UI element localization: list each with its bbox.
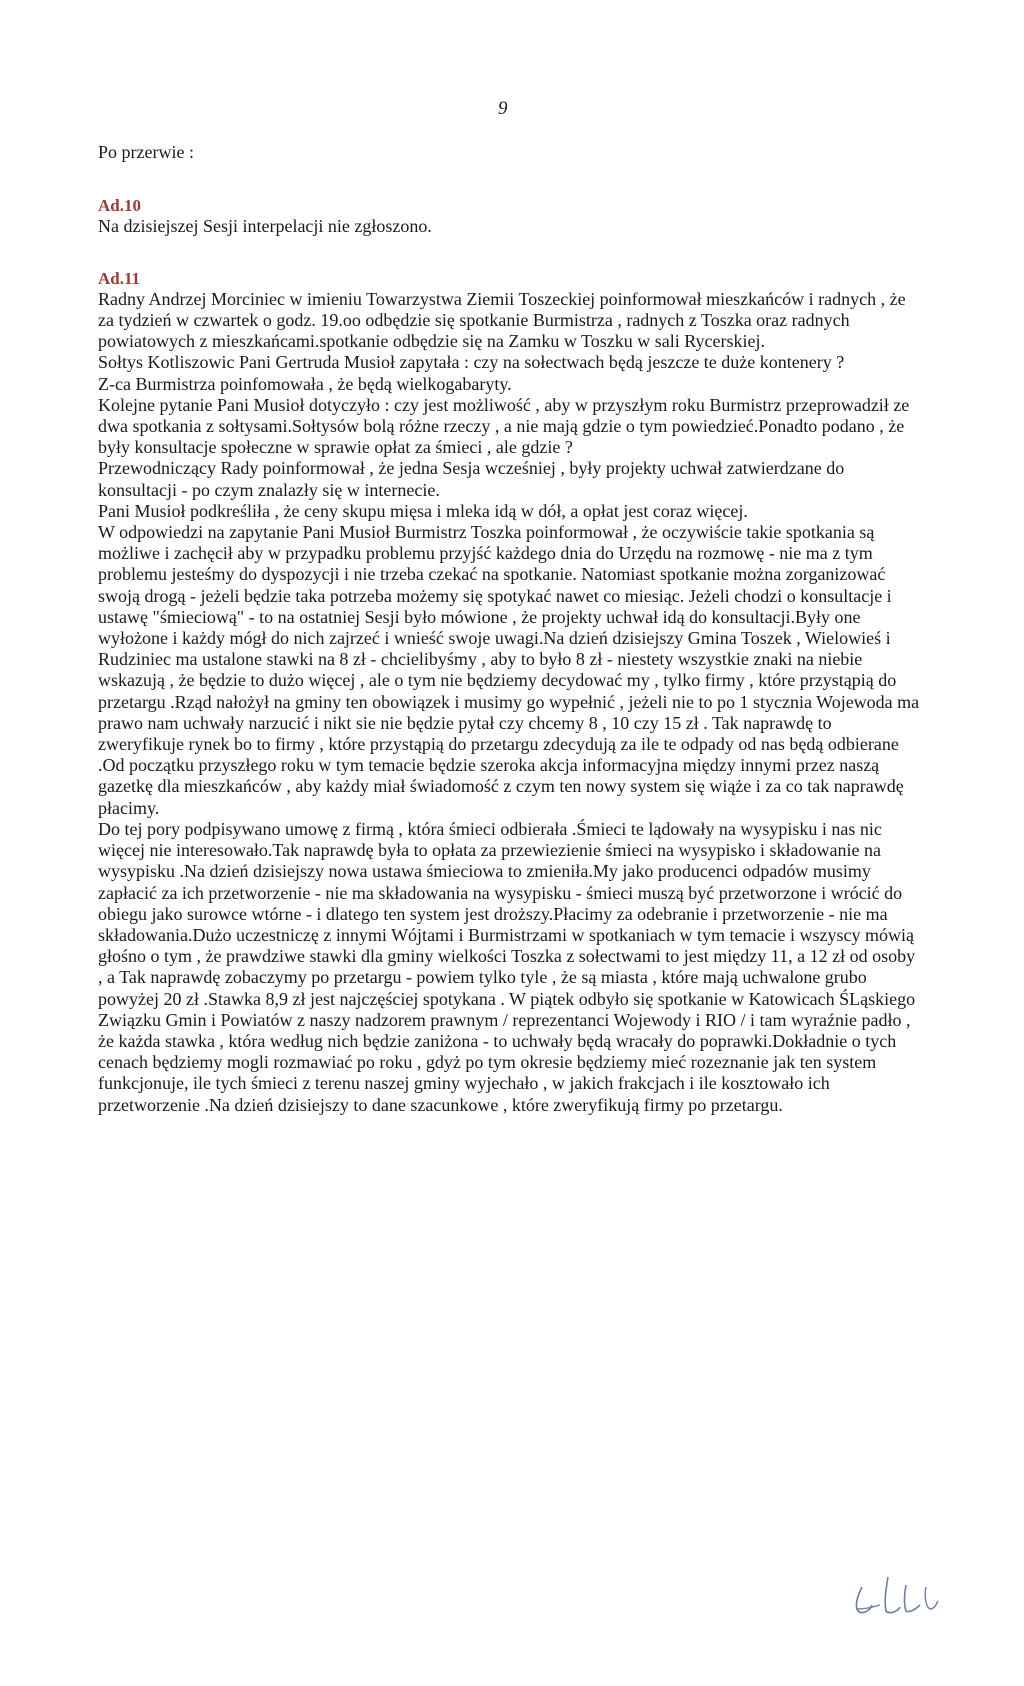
document-body xyxy=(98,142,920,1116)
paragraph-musiol-question: Sołtys Kotliszowic Pani Gertruda Musioł zapytała : czy na sołectwach będą jeszcze te duże kontenery ? xyxy=(98,352,845,373)
page-number: 9 xyxy=(498,98,508,119)
paragraph-mayor-answer: W odpowiedzi na zapytanie Pani Musioł Burmistrz Toszka poinformował , że oczywiście takie spotkania są możliwe i zachęcił aby w przypadku problemu przyjść każdego dnia do Urzędu na rozmowę - nie ma z tym problemu jesteśmy do dyspozycji i nie trzeba czekać na spotkanie. Natomiast spotkanie można zorganizować swoją drogą - jeżeli będzie taka potrzeba możemy się spotykać nawet co miesiąc. Jeżeli chodzi o konsultacje i ustawę "śmieciową" - to na ostatniej Sesji było mówione , że projekty uchwał idą do konsultacji.Były one wyłożone i każdy mógł do nich zajrzeć i wnieść swoje uwagi.Na dzień dzisiejszy Gmina Toszek , Wielowieś i Rudziniec ma ustalone stawki na 8 zł - chcielibyśmy , aby to było 8 zł - niestety wszystkie znaki na niebie wskazują , że będzie to dużo więcej , ale o tym nie będziemy decydować my , tylko firmy , które przystąpią do przetargu .Rząd nałożył na gminy ten obowiązek i musimy go wypełnić , jeżeli nie to po 1 stycznia Wojewoda ma prawo nam uchwały narzucić i nikt sie nie będzie pytał czy chcemy 8 , 10 czy 15 zł . Tak naprawdę to zweryfikuje rynek bo to firmy , które przystąpią do przetargu zdecydują za ile te odpady od nas będą odbierane .Od początku przyszłego roku w tym temacie będzie szeroka akcja informacyjna między innymi przez naszą gazetkę dla mieszkańców , aby każdy miał świadomość z czym ten nowy system się wiąże i za co tak naprawdę płacimy. xyxy=(98,522,920,818)
paragraph-chairman-answer: Przewodniczący Rady poinformował , że jedna Sesja wcześniej , były projekty uchwał zatwierdzane do konsultacji - po czym znalazły się w internecie. xyxy=(98,458,845,500)
handwritten-signature xyxy=(848,1565,948,1625)
paragraph-waste-system: Do tej pory podpisywano umowę z firmą , która śmieci odbierała .Śmieci te lądowały na wysypisku i nas nic więcej nie interesowało.Tak naprawdę była to opłata za przewiezienie śmieci na wysypisko i składowanie na wysypisku .Na dzień dzisiejszy nowa ustawa śmieciowa to zmieniła.My jako producenci odpadów musimy zapłacić za ich przetworzenie - nie ma składowania na wysypisku - śmieci muszą być przetworzone i wrócić do obiegu jako surowce wtórne - i dlatego ten system jest droższy.Płacimy za odebranie i przetworzenie - nie ma składowania.Dużo uczestniczę z innymi Wójtami i Burmistrzami w spotkaniach w tym temacie i wszyscy mówią głośno o tym , że prawdziwe stawki dla gminy wielkości Toszka z sołectwami to jest między 11, a 12 zł od osoby , a Tak naprawdę zobaczymy po przetargu - powiem tylko tyle , że są miasta , które mają uchwalone grubo powyżej 20 zł .Stawka 8,9 zł jest najczęściej spotykana . W piątek odbyło się spotkanie w Katowicach ŚLąskiego Związku Gmin i Powiatów z naszy nadzorem prawnym / reprezentanci Wojewody i RIO / i tam wyraźnie padło , że każda stawka , która według nich będzie zaniżona - to uchwały będą wracały do poprawki.Dokładnie o tych cenach będziemy mogli rozmawiać po roku , gdyż po tym okresie będziemy mieć rozeznanie jak ten system funkcjonuje, ile tych śmieci z terenu naszej gminy wyjechało , w jakich frakcjach i ile kosztowało ich przetworzenie .Na dzień dzisiejszy to dane szacunkowe , które zweryfikują firmy po przetargu. xyxy=(98,818,916,1115)
paragraph-morciniec: Radny Andrzej Morciniec w imieniu Towarzystwa Ziemii Toszeckiej poinformował mieszkańców i radnych , że za tydzień w czwartek o godz. 19.oo odbędzie się spotkanie Burmistrza , radnych z Toszka oraz radnych powiatowych z mieszkańcami.spotkanie odbędzie się na Zamku w Toszku w sali Rycerskiej. xyxy=(98,288,906,352)
section-ad10-paragraph: Na dzisiejszej Sesji interpelacji nie zgłoszono. xyxy=(98,216,432,237)
section-heading-ad11: Ad.11 xyxy=(98,268,141,288)
paragraph-musiol-prices: Pani Musioł podkreśliła , że ceny skupu mięsa i mleka idą w dół, a opłat jest coraz więcej. xyxy=(98,500,748,521)
paragraph-deputy-answer: Z-ca Burmistrza poinfomowała , że będą wielkogabaryty. xyxy=(98,373,512,394)
paragraph-musiol-second-question: Kolejne pytanie Pani Musioł dotyczyło : czy jest możliwość , aby w przyszłym roku Burmistrz przeprowadził ze dwa spotkania z sołtysami.Sołtysów bolą różne rzeczy , a nie mają gdzie o tym powiedzieć.Ponadto podano , że były konsultacje społeczne w sprawie opłat za śmieci , ale gdzie ? xyxy=(98,394,910,458)
section-heading-ad10: Ad.10 xyxy=(98,196,141,216)
intro-text: Po przerwie : xyxy=(98,142,194,162)
